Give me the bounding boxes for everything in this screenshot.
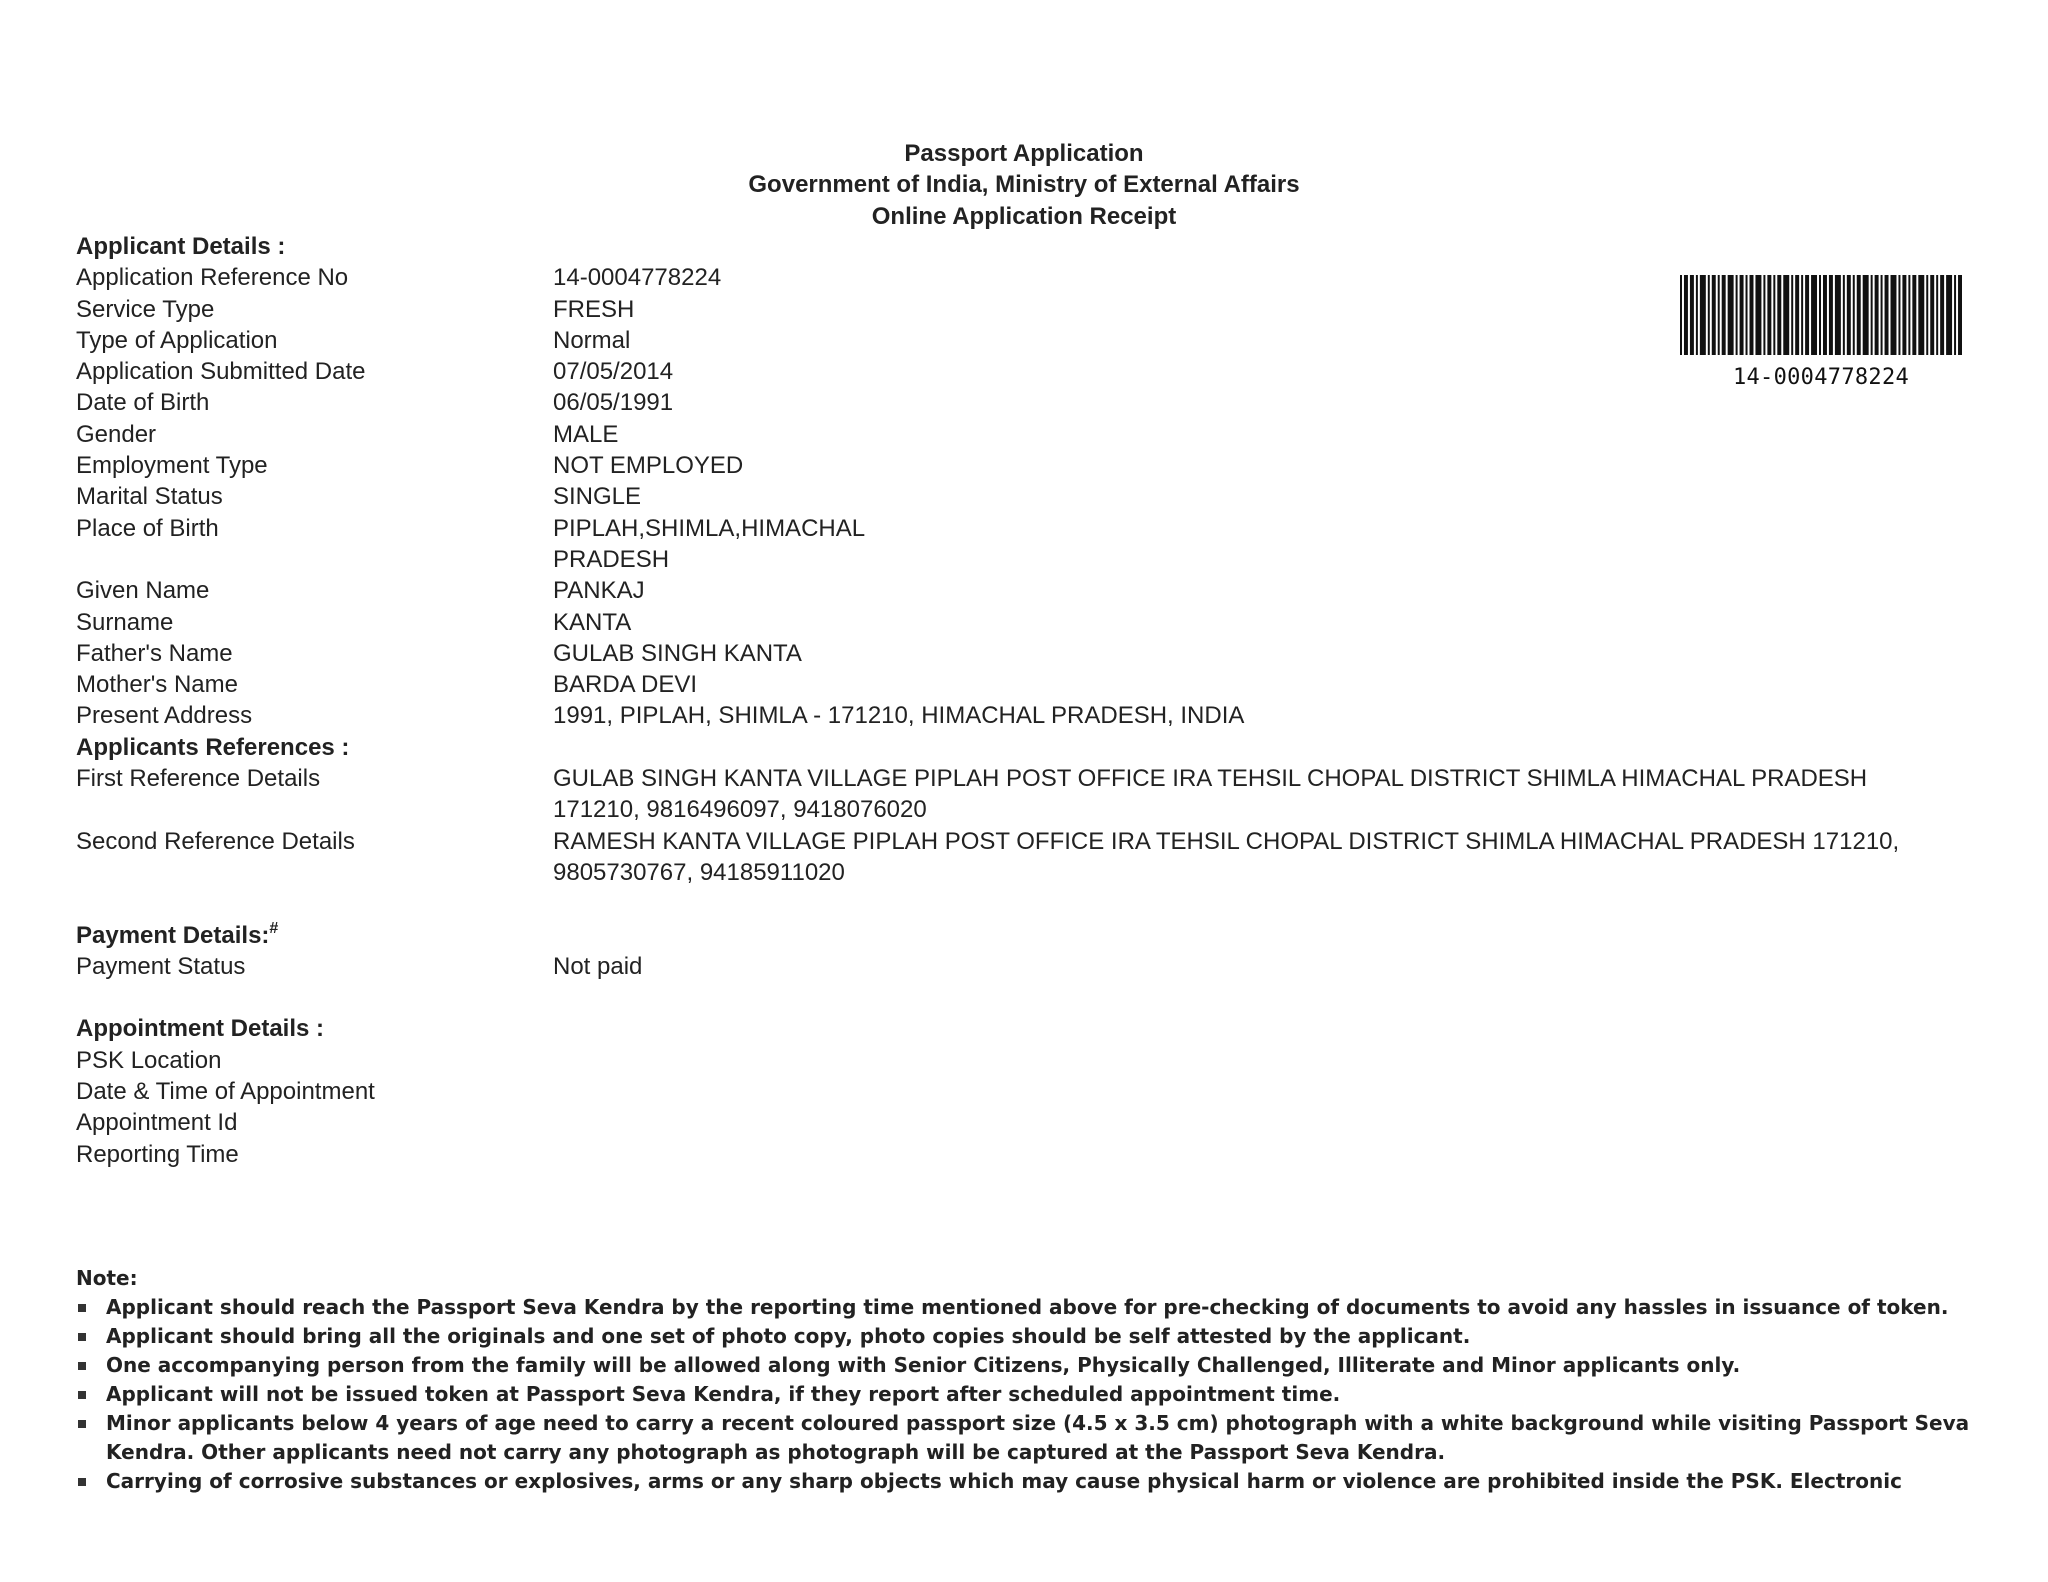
note-item: Carrying of corrosive substances or explosives, arms or any sharp objects which may cause physical harm or violence are prohibited inside the PSK. Electronic: [76, 1467, 1988, 1496]
detail-label: Marital Status: [76, 483, 223, 511]
note-title: Note:: [76, 1266, 138, 1290]
spacer: [76, 888, 2026, 919]
appointment-label: PSK Location: [76, 1046, 222, 1074]
detail-row: [76, 575, 2026, 606]
reference-row: [76, 826, 2026, 889]
payment-row: [76, 951, 2026, 982]
detail-row: [76, 262, 2026, 293]
detail-row: [76, 450, 2026, 481]
note-item: Minor applicants below 4 years of age need to carry a recent coloured passport size (4.5 x 3.5 cm) photograph with a white background while visiting Passport Seva Kendra. Other applicants need not carry any photograph as photograph will be captured at the Passport Seva Kendra.: [76, 1409, 1988, 1467]
detail-value: BARDA DEVI: [553, 671, 698, 699]
detail-value: KANTA: [553, 608, 632, 636]
detail-value: PIPLAH,SHIMLA,HIMACHAL PRADESH: [553, 514, 866, 573]
detail-row: [76, 419, 2026, 450]
appointment-value: [553, 1139, 2003, 1170]
detail-label: Service Type: [76, 295, 215, 323]
detail-value: PANKAJ: [553, 577, 645, 605]
detail-label: Type of Application: [76, 326, 278, 354]
note-item: Applicant will not be issued token at Passport Seva Kendra, if they report after scheduled appointment time.: [76, 1380, 1988, 1409]
detail-label: Place of Birth: [76, 514, 219, 542]
detail-value: FRESH: [553, 295, 635, 323]
barcode-number: 14-0004778224: [1732, 365, 1910, 390]
payment-footnote-marker: #: [269, 919, 279, 937]
detail-label: Mother's Name: [76, 671, 238, 699]
detail-row: [76, 638, 2026, 669]
detail-row: [76, 356, 2026, 387]
reference-value: GULAB SINGH KANTA VILLAGE PIPLAH POST OFFICE IRA TEHSIL CHOPAL DISTRICT SHIMLA HIMACHAL PRADESH 171210, 9816496097, 9418076020: [553, 765, 1868, 824]
detail-value: 07/05/2014: [553, 358, 674, 386]
receipt-body: [76, 231, 2026, 1170]
appointment-row: [76, 1139, 2026, 1170]
detail-label: Present Address: [76, 702, 253, 730]
detail-row: [76, 481, 2026, 512]
detail-row: [76, 387, 2026, 418]
appointment-value: [553, 1107, 2003, 1138]
note-section: [76, 1264, 1988, 1496]
payment-status-value: Not paid: [553, 952, 643, 980]
spacer: [76, 982, 2026, 1013]
detail-row: [76, 700, 2026, 731]
detail-row: [76, 669, 2026, 700]
header-ministry: Government of India, Ministry of External Affairs: [748, 171, 1300, 199]
note-list: [76, 1293, 1988, 1496]
appointment-row: [76, 1107, 2026, 1138]
detail-label: Application Submitted Date: [76, 358, 366, 386]
detail-value: 06/05/1991: [553, 389, 674, 417]
reference-row: [76, 763, 2026, 826]
applicant-details-heading: Applicant Details :: [76, 233, 286, 260]
note-item: Applicant should reach the Passport Seva Kendra by the reporting time mentioned above for pre-checking of documents to avoid any hassles in issuance of token.: [76, 1293, 1988, 1322]
appointment-label: Reporting Time: [76, 1140, 239, 1168]
detail-value: 1991, PIPLAH, SHIMLA - 171210, HIMACHAL PRADESH, INDIA: [553, 702, 1245, 730]
receipt-header: [0, 138, 2048, 232]
detail-value: SINGLE: [553, 483, 642, 511]
detail-value: Normal: [553, 326, 631, 354]
detail-value: GULAB SINGH KANTA: [553, 639, 802, 667]
appointment-row: [76, 1076, 2026, 1107]
appointment-label: Date & Time of Appointment: [76, 1078, 375, 1106]
payment-status-label: Payment Status: [76, 952, 246, 980]
detail-row: [76, 325, 2026, 356]
detail-row: [76, 294, 2026, 325]
detail-value: MALE: [553, 420, 619, 448]
appointment-row: [76, 1045, 2026, 1076]
detail-label: Date of Birth: [76, 389, 210, 417]
reference-label: Second Reference Details: [76, 827, 355, 855]
detail-label: Application Reference No: [76, 264, 349, 292]
detail-label: Father's Name: [76, 639, 233, 667]
detail-label: Employment Type: [76, 452, 268, 480]
payment-details-heading: [76, 920, 2026, 951]
detail-value: NOT EMPLOYED: [553, 452, 744, 480]
detail-row: [76, 607, 2026, 638]
note-item: One accompanying person from the family will be allowed along with Senior Citizens, Physically Challenged, Illiterate and Minor applicants only.: [76, 1351, 1988, 1380]
applicant-references-heading: Applicants References :: [76, 733, 350, 761]
note-item: Applicant should bring all the originals and one set of photo copy, photo copies should be self attested by the applicant.: [76, 1322, 1988, 1351]
appointment-details-heading: Appointment Details :: [76, 1015, 325, 1043]
appointment-value: [553, 1076, 2003, 1107]
appointment-value: [553, 1045, 2003, 1076]
appointment-label: Appointment Id: [76, 1109, 238, 1137]
detail-label: Given Name: [76, 577, 210, 605]
payment-details-title: Payment Details:: [76, 921, 270, 949]
detail-row: [76, 513, 2026, 576]
reference-value: RAMESH KANTA VILLAGE PIPLAH POST OFFICE IRA TEHSIL CHOPAL DISTRICT SHIMLA HIMACHAL PRADESH 171210, 9805730767, 94185911020: [553, 827, 1900, 886]
reference-label: First Reference Details: [76, 765, 321, 793]
detail-value: 14-0004778224: [553, 264, 722, 292]
detail-label: Surname: [76, 608, 174, 636]
header-subtitle: Online Application Receipt: [871, 202, 1177, 230]
detail-label: Gender: [76, 420, 157, 448]
header-title: Passport Application: [904, 140, 1144, 167]
